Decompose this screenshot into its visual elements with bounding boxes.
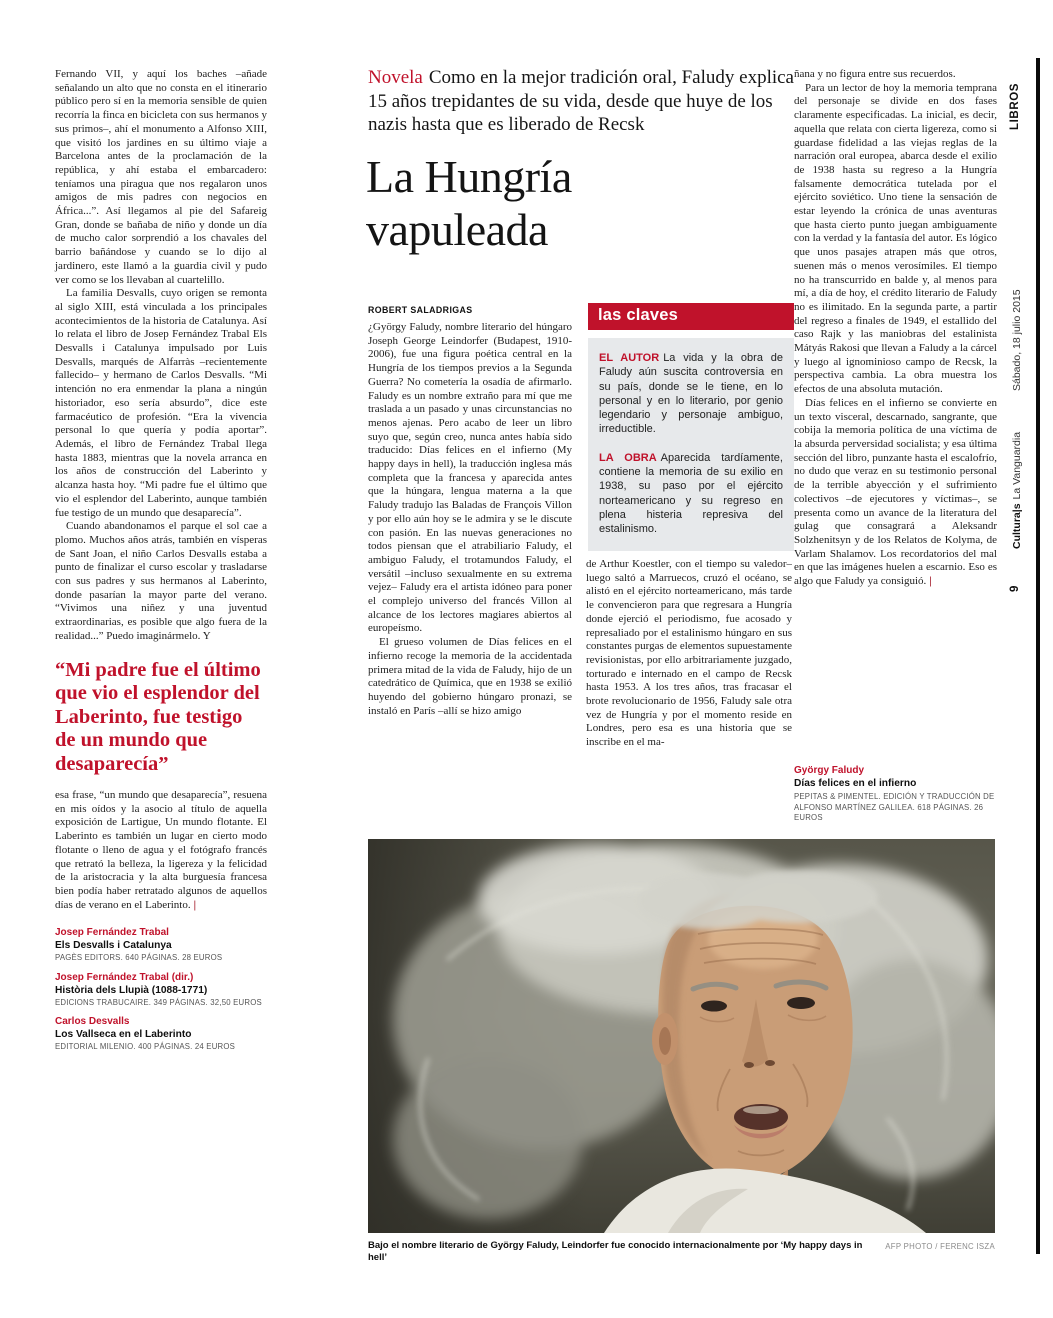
claves-body (588, 338, 794, 551)
body-paragraph: Días felices en el infierno se convierte en un texto visceral, descarnado, sangrante, que cobija la memoria política de una víctima de la absurda perversidad socialista; y esa última sección del libro, punzante hasta el escalofrío, no dudo que veraz en su testimonio personal de la terrible abyección y el sufrimiento colectivos –de ejecutores y víctimas–, se presenta como un avance de la literatura del gulag que consagrará a Aleksandr Solzhenitsyn y de los Relatos de Kolyma, de Varlam Shalamov. Los recordatorios del mal en que las imágenes huelen a escarnio. Eso es algo que Faludy ya consiguió. | (794, 396, 997, 588)
book-title: Los Vallseca en el Laberinto (55, 1029, 192, 1041)
pull-quote: “Mi padre fue el último que vio el esplendor del Laberinto, fue testigo de un mundo que desaparecía” (55, 658, 261, 775)
edge-brand (1011, 432, 1023, 549)
page-headline: La Hungría vapuleada (366, 151, 572, 255)
body-paragraph: La familia Desvalls, cuyo origen se remonta al siglo XIII, está vinculada a los principales acontecimientos de la historia de Catalunya. Así lo relata el libro de Josep Fernández Trabal Els Desvalls i Catalunya impulsado por Luis Desvalls, marqués de Alfarràs –recientemente fallecido– y hermano de Carlos Desvalls. “Mi intención no era enmendar la plana a ningún historiador, eso sería absurdo”, dice este farmacéutico de profesión. “Era la vivencia personal lo que quería y podía aportar”. Además, el libro de Fernández Trabal llega hasta 1883, mientras que la novela arranca en los años de construcción del Laberinto y alcanza hasta hoy. “Mi padre fue el último que vio el esplendor del Laberinto, aunque también fue testigo de un mundo que desaparecía”. (55, 287, 267, 519)
body-paragraph: Fernando VII, y aquí los baches –añade señalando un alto que no consta en el itinerario público pero sí en la memoria sensible de quien recorría la finca en bicicleta con sus hermanos y sus primos–, ahí el monumento a Alfonso XIII, que visitó los jardines en su último viaje a Barcelona antes de la proclamación de la república, y ahí estaba el embarcadero: teníamos una piragua que nos regalaron unos amigos de mis padres con negocios en África...”. Así llegamos al pie del Safareig Gran, donde se bañaba de niño y donde un día de mucho calor sorprendió a los chavales del barrio bañándose y cuando se lo dijo al jardinero, este llamó a la guardia civil y pudo ver como se los llevaban al cuartelillo. (55, 68, 267, 286)
claves-box (588, 303, 794, 551)
book-item (55, 971, 267, 1009)
book-details: EDICIONS TRABUCAIRE. 349 PÁGINAS. 32,50 EUROS (55, 997, 262, 1007)
faludy-portrait-illustration (368, 839, 995, 1233)
edge-date: Sábado, 18 julio 2015 (1011, 289, 1023, 391)
book-details: PEPITAS & PIMENTEL. EDICIÓN Y TRADUCCIÓN DE ALFONSO MARTÍNEZ GALILEA. 618 PÁGINAS. 26 EUROS (794, 792, 995, 822)
left-column (55, 68, 267, 1060)
book-author: Carlos Desvalls (55, 1016, 130, 1028)
claves-item: EL AUTOR La vida y la obra de Faludy aún suscita controversia en su país, donde se le tiene, en lo personal y en lo literario, por genio legendario y personaje ambiguo, irreductible. (599, 352, 783, 436)
book-author: Josep Fernández Trabal (55, 927, 169, 939)
faludy-photo (368, 839, 995, 1233)
byline: ROBERT SALADRIGAS (368, 305, 473, 315)
edge-section-label: LIBROS (1009, 82, 1021, 130)
kicker-genre-label: Novela (368, 67, 423, 88)
book-author: György Faludy (794, 765, 865, 776)
article-column-3 (794, 68, 997, 762)
kicker (368, 66, 808, 137)
body-paragraph: Para un lector de hoy la memoria temprana del personaje se divide en dos fases claramente especificadas. La inicial, es decir, aquella que relata con cierta ligereza, como si guardase fidelidad a las viejas reglas de la narración oral europea, abarca desde el exilio de 1938 hasta su regreso a la Hungría falsamente democrática tutelada por el ejército soviético. Uno tiene la sensación de estar leyendo la crónica de unas aventuras que hasta cierto punto juegan ambiguamente con la verdad y la fantasía del autor. Es lógico que unos pasajes atrapen más que otros, suenen más o menos verosímiles. El tiempo no ha transcurrido en balde y, al menos para mí, a día de hoy, el crédito literario de Faludy no es ilimitado. En la segunda parte, a partir del regreso a finales de 1949, el estallido del caso Rajk y las maniobras del estalinista Mátyás Rakosi que llevan a Faludy a la cárcel y luego al ignominioso campo de Recsk, la perspectiva cambia. La obra muestra los efectos de una absoluta mutación. (794, 81, 997, 396)
edge-page-number: 9 (1009, 585, 1021, 592)
body-paragraph: ¿György Faludy, nombre literario del húngaro Joseph George Leindorfer (Budapest, 1910-2006), fue una figura poética central en la Hungría de los tiempos previos a la Segunda Guerra? No cometería la osadía de afirmarlo. Faludy es un nombre extraño para mí que me traslada a un pasado y unas circunstancias no menos ajenas. Pero acabo de leer un libro suyo que, según creo, nunca antes había sido traducido: Días felices en el infierno (My happy days in hell), la traducción inglesa más completa que la francesa y aparecida antes que la húngara, lengua materna a la que Faludy tradujo las Baladas de François Villon y por ello aún hoy se le admira y se le discute con pasión. En las nuevas generaciones no todos piensan que el atrabiliario Faludy, el ambiguo Faludy, el trotamundos Faludy, el versátil –incluso sexualmente en su extrema vejez– Faludy era el artista idóneo para poner el complejo universo del francés Villon al alcance de los lectores magiares abiertos al europeísmo. (368, 321, 572, 635)
claves-title: las claves (588, 303, 794, 330)
book-item (55, 926, 267, 964)
article-end-marker: | (193, 898, 197, 911)
featured-book (794, 764, 997, 824)
book-item (55, 1015, 267, 1053)
book-title: Els Desvalls i Catalunya (55, 940, 172, 952)
book-author: Josep Fernández Trabal (dir.) (55, 971, 194, 983)
body-paragraph: de Arthur Koestler, con el tiempo su valedor– luego saltó a Marruecos, cruzó el océano, se alistó en el ejército norteamericano, más tarde le convencieron para que regresara a Hungría donde ejerció el periodismo, fue acosado y represaliado por el estalinismo húngaro en sus constantes purgas de elementos supuestamente revisionistas, por ello arbitrariamente juzgado, torturado e internado en el campo de Recsk hasta 1953. A los tres años, tras fracasar el brote revolucionario de 1956, Faludy sale otra vez de Hungría y por el momento reside en Londres, pero esa es una historia que se inscribe en el ma- (586, 558, 792, 749)
claves-item: LA OBRA Aparecida tardíamente, contiene la memoria de su exilio en 1938, su paso por el ejército norteamericano y su regreso en plena histeria represiva del estalinismo. (599, 451, 783, 536)
book-title: Història dels Llupià (1088-1771) (55, 984, 208, 996)
book-details: PAGÈS EDITORS. 640 PÁGINAS. 28 EUROS (55, 953, 223, 963)
article-column-2 (586, 558, 792, 826)
book-details: EDITORIAL MILENIO. 400 PÁGINAS. 24 EUROS (55, 1042, 236, 1052)
caption-text: Bajo el nombre literario de György Faludy, Leindorfer fue conocido internacionalmente por ‘My happy days in hell’ (368, 1240, 863, 1263)
photo-caption (368, 1240, 995, 1264)
edge-rule (1036, 58, 1040, 1254)
body-paragraph: ñana y no figura entre sus recuerdos. (794, 68, 956, 80)
body-paragraph: El grueso volumen de Días felices en el infierno recoge la memoria de la accidentada primera mitad de la vida de Faludy, hijo de un catedrático de Química, que en 1938 se exilió huyendo del gobierno húngaro pronazi, se instaló en París –allí se hizo amigo (368, 636, 572, 717)
book-title: Días felices en el infierno (794, 778, 917, 789)
body-paragraph: esa frase, “un mundo que desaparecía”, resuena en mis oídos y la asocio al título de aquella exposición de Lartigue, Un mundo flotante. El Laberinto es también un lugar en cierto modo flotante o lleno de agua y el fotógrafo francés que retrató la belleza, la ligereza y la felicidad de la aristocracia y la alta burguesía francesa bien podía haber retratado algunos de aquellos días de verano en el Laberinto. | (55, 789, 267, 911)
caption-credit: AFP PHOTO / FERENC ISZA (885, 1242, 995, 1251)
article-end-marker: | (929, 575, 932, 588)
body-paragraph: Cuando abandonamos el parque el sol cae a plomo. Muchos años atrás, también en vísperas de Sant Joan, el niño Carlos Desvalls estaba a punto de finalizar el curso escolar y trasladarse con sus padres y sus hermanos al Laberinto, donde pasarían la mayor parte del verano. “Vivimos una niñez y una juventud extraordinarias, es posible que algo fuera de la realidad...” Puedo imaginármelo. Y (55, 520, 267, 642)
kicker-text: Como en la mejor tradición oral, Faludy explica 15 años trepidantes de su vida, desde que huye de los nazis hasta que es liberado de Recsk (368, 67, 794, 135)
edge-brand-rest: La Vanguardia (1011, 431, 1023, 500)
claves-label: LA OBRA (599, 451, 657, 464)
related-books-list (55, 926, 267, 1053)
article-column-1 (368, 321, 572, 825)
edge-brand-bold: Cultura|s (1011, 503, 1023, 549)
claves-label: EL AUTOR (599, 352, 660, 364)
